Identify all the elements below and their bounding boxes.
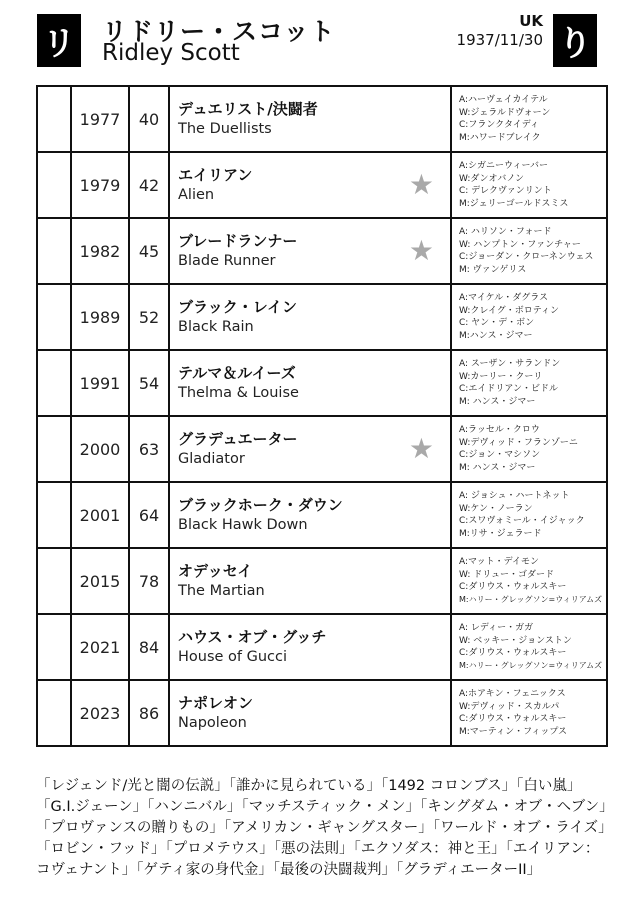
- director-name-english: Ridley Scott: [102, 40, 240, 66]
- film-title-cell: [169, 482, 451, 548]
- credit-line: M:マーティン・フィップス: [459, 726, 567, 737]
- credit-line: A:ホアキン・フェニックス: [459, 689, 566, 699]
- credits-cell: [451, 416, 607, 482]
- country-label: UK: [519, 12, 543, 30]
- credit-line: M: ハンス・ジマー: [459, 396, 536, 407]
- director-age: 78: [129, 548, 169, 614]
- credits-cell: [451, 284, 607, 350]
- checkbox-cell: [37, 284, 71, 350]
- credit-line: W: ハンプトン・ファンチャー: [459, 239, 581, 250]
- credit-line: A: ジョシュ・ハートネット: [459, 491, 570, 501]
- credit-line: A:シガニーウィーバー: [459, 161, 549, 171]
- credit-line: W:ジェラルドヴォーン: [459, 107, 551, 118]
- checkbox-cell: [37, 548, 71, 614]
- release-year: 1991: [71, 350, 129, 416]
- credit-line: A: スーザン・サランドン: [459, 359, 561, 369]
- director-age: 64: [129, 482, 169, 548]
- film-title-japanese: ナポレオン: [178, 694, 254, 712]
- film-title-japanese: グラデュエーター: [178, 430, 298, 448]
- release-year: 2000: [71, 416, 129, 482]
- credits-cell: [451, 680, 607, 746]
- credit-line: M:ハリー・グレッグソン=ウィリアムズ: [459, 660, 603, 670]
- film-title-cell: [169, 416, 451, 482]
- checkbox-cell: [37, 614, 71, 680]
- credit-line: C:ダリウス・ウォルスキー: [459, 648, 567, 658]
- credit-line: W:デヴィッド・スカルパ: [459, 701, 560, 712]
- director-age: 86: [129, 680, 169, 746]
- credit-line: C:フランクタイディ: [459, 120, 540, 130]
- credit-line: W:デヴィッド・フランゾーニ: [459, 437, 578, 448]
- index-kana-badge-right: り: [553, 14, 597, 67]
- credits-cell: [451, 218, 607, 284]
- credit-line: A:ハーヴェイカイテル: [459, 95, 548, 105]
- credits-cell: [451, 614, 607, 680]
- film-title-japanese: オデッセイ: [178, 562, 253, 580]
- release-year: 1989: [71, 284, 129, 350]
- credit-line: M:リサ・ジェラード: [459, 528, 542, 539]
- film-title-japanese: ブラック・レイン: [178, 298, 297, 316]
- release-year: 2023: [71, 680, 129, 746]
- table-row: [37, 284, 607, 350]
- credit-line: C: ヤン・デ・ボン: [459, 318, 535, 328]
- director-name-japanese: リドリー・スコット: [102, 17, 336, 46]
- checkbox-cell: [37, 152, 71, 218]
- film-title-cell: [169, 86, 451, 152]
- film-title-cell: [169, 350, 451, 416]
- credits-cell: [451, 152, 607, 218]
- credit-line: M: ヴァンゲリス: [459, 264, 527, 275]
- table-row: [37, 680, 607, 746]
- director-age: 84: [129, 614, 169, 680]
- credit-line: W: ベッキー・ジョンストン: [459, 635, 572, 646]
- credit-line: W:クレイグ・ボロティン: [459, 305, 560, 316]
- checkbox-cell: [37, 218, 71, 284]
- birthdate-label: 1937/11/30: [456, 31, 543, 49]
- checkbox-cell: [37, 86, 71, 152]
- credit-line: W: ドリュー・ゴダード: [459, 569, 554, 580]
- film-title-english: Napoleon: [178, 715, 247, 731]
- film-title-english: Blade Runner: [178, 253, 276, 269]
- credit-line: W:ケン・ノーラン: [459, 503, 533, 514]
- credit-line: M:ハンス・ジマー: [459, 330, 533, 341]
- director-age: 63: [129, 416, 169, 482]
- credit-line: C:スワヴォミール・イジャック: [459, 516, 585, 526]
- release-year: 1977: [71, 86, 129, 152]
- credit-line: W:ダンオバノン: [459, 173, 524, 184]
- credit-line: C:ジョン・マシソン: [459, 450, 541, 460]
- director-age: 52: [129, 284, 169, 350]
- film-title-english: Thelma & Louise: [178, 385, 299, 401]
- film-title-japanese: デュエリスト/決闘者: [178, 100, 318, 118]
- credit-line: A: レディー・ガガ: [459, 623, 534, 633]
- checkbox-cell: [37, 350, 71, 416]
- release-year: 1979: [71, 152, 129, 218]
- star-icon: ★: [408, 432, 434, 465]
- credits-cell: [451, 548, 607, 614]
- credit-line: A:マイケル・ダグラス: [459, 293, 548, 303]
- film-title-cell: [169, 218, 451, 284]
- film-title-english: Black Rain: [178, 319, 254, 335]
- credit-line: C:ダリウス・ウォルスキー: [459, 714, 567, 724]
- credit-line: M:ハワードブレイク: [459, 132, 541, 143]
- release-year: 1982: [71, 218, 129, 284]
- director-age: 40: [129, 86, 169, 152]
- credit-line: A:マット・デイモン: [459, 557, 540, 567]
- credits-cell: [451, 350, 607, 416]
- table-row: [37, 152, 607, 218]
- credit-line: W:カーリー・クーリ: [459, 371, 543, 382]
- credit-line: M:ハリー・グレッグソン=ウィリアムズ: [459, 594, 603, 604]
- table-row: [37, 218, 607, 284]
- checkbox-cell: [37, 680, 71, 746]
- film-title-english: Gladiator: [178, 451, 245, 467]
- film-title-english: House of Gucci: [178, 649, 288, 665]
- film-title-japanese: テルマ＆ルイーズ: [178, 364, 296, 382]
- credit-line: A:ラッセル・クロウ: [459, 425, 540, 435]
- film-title-japanese: ブラックホーク・ダウン: [178, 496, 343, 514]
- credit-line: M:ジェリーゴールドスミス: [459, 198, 569, 209]
- film-title-cell: [169, 680, 451, 746]
- film-title-japanese: ハウス・オブ・グッチ: [178, 628, 327, 646]
- film-title-cell: [169, 614, 451, 680]
- table-row: [37, 416, 607, 482]
- table-row: [37, 482, 607, 548]
- other-works-list: 「レジェンド/光と闇の伝説」「誰かに見られている」「1492 コロンブス」「白い嵐」「G.I.ジェーン」「ハンニバル」「マッチスティック・メン」「キングダム・オブ・ヘブン」「プロヴァンスの贈りもの」「アメリカン・ギャングスター」「ワールド・オブ・ライズ」「ロビン・フッド」「プロメテウス」「悪の法則」「エクソダス：神と王」「エイリアン：コヴェナント」「ゲティ家の身代金」「最後の決闘裁判」「グラディエーターII」: [36, 778, 607, 878]
- release-year: 2001: [71, 482, 129, 548]
- credits-cell: [451, 86, 607, 152]
- table-row: [37, 614, 607, 680]
- credit-line: A: ハリソン・フォード: [459, 227, 552, 237]
- star-icon: ★: [408, 168, 434, 201]
- film-title-english: Alien: [178, 187, 215, 203]
- star-icon: ★: [408, 234, 434, 267]
- credit-line: C: デレクヴァンリント: [459, 186, 552, 196]
- filmography-table: [36, 85, 608, 747]
- film-title-cell: [169, 548, 451, 614]
- film-title-english: The Martian: [178, 583, 265, 599]
- index-kana-badge-left: リ: [37, 14, 81, 67]
- film-title-japanese: エイリアン: [178, 166, 253, 184]
- credit-line: C:エイドリアン・ビドル: [459, 384, 558, 394]
- film-title-cell: [169, 152, 451, 218]
- credit-line: C:ダリウス・ウォルスキー: [459, 582, 567, 592]
- credit-line: C:ジョーダン・クローネンウェス: [459, 252, 594, 262]
- table-row: [37, 548, 607, 614]
- film-title-english: Black Hawk Down: [178, 517, 308, 533]
- director-age: 54: [129, 350, 169, 416]
- film-title-cell: [169, 284, 451, 350]
- credit-line: M: ハンス・ジマー: [459, 462, 536, 473]
- film-title-english: The Duellists: [178, 121, 272, 137]
- film-title-japanese: ブレードランナー: [178, 232, 298, 250]
- table-row: [37, 350, 607, 416]
- table-row: [37, 86, 607, 152]
- director-age: 45: [129, 218, 169, 284]
- credits-cell: [451, 482, 607, 548]
- release-year: 2015: [71, 548, 129, 614]
- checkbox-cell: [37, 416, 71, 482]
- release-year: 2021: [71, 614, 129, 680]
- checkbox-cell: [37, 482, 71, 548]
- director-age: 42: [129, 152, 169, 218]
